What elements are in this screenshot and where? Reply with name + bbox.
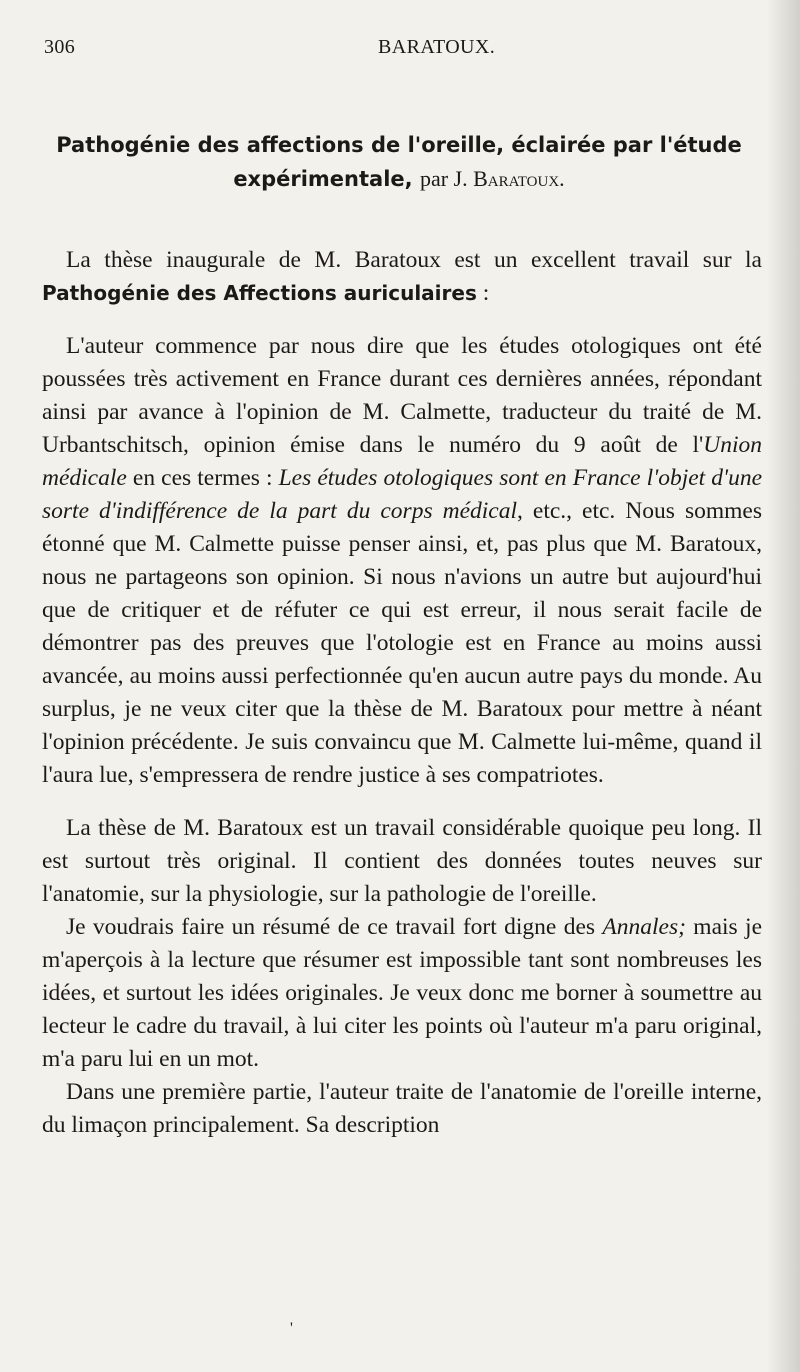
footer-mark: ' bbox=[290, 1320, 293, 1337]
paragraph-4 bbox=[42, 911, 762, 1076]
paragraph-1-colon: : bbox=[476, 280, 490, 306]
paragraph-3: La thèse de M. Baratoux est un travail considérable quoique peu long. Il est surtout très original. Il contient des données toutes neuves sur l'anatomie, sur la physiologie, sur la pathologie de l'oreille. bbox=[42, 815, 762, 907]
paragraph-4-text-b: mais je m'aperçois à la lecture que résumer est impossible tant sont nombreuses les idées, et surtout les idées originales. Je veux donc me borner à soumettre au lecteur le cadre du travail, à lui citer les points où l'auteur m'a paru original, m'a paru lui en un mot. bbox=[42, 914, 762, 1072]
paragraph-4-italic: Annales; bbox=[602, 914, 686, 940]
byline bbox=[420, 166, 565, 191]
article-body bbox=[42, 244, 762, 1142]
paragraph-4-text-a: Je voudrais faire un résumé de ce travail fort digne des bbox=[66, 914, 603, 940]
paragraph-2-italic-quote: Les études otologiques sont en France l'objet d'une sorte d'indifférence de la part du corps médical bbox=[42, 465, 763, 524]
running-head: BARATOUX. bbox=[378, 36, 496, 58]
paragraph-1-bold-title: Pathogénie des Affections auriculaires bbox=[42, 281, 477, 305]
page-header bbox=[44, 36, 756, 62]
title-line-1: Pathogénie des affections de l'oreille, éclairée par l'étude bbox=[56, 133, 742, 157]
paragraph-2-text-a: L'auteur commence par nous dire que les études otologiques ont été poussées très activement en France durant ces dernières années, répondant ainsi par avance à l'opinion de M. Calmette, traducteur du traité de M. Urbantschitsch, opinion émise dans le numéro du 9 août de l' bbox=[42, 333, 762, 458]
paragraph-2-italic-journal: Union médicale bbox=[42, 432, 762, 491]
paragraph-5: Dans une première partie, l'auteur traite de l'anatomie de l'oreille interne, du limaçon principalement. Sa description bbox=[42, 1079, 762, 1138]
paragraph-2-text-b: en ces termes : bbox=[126, 465, 279, 491]
paragraph-2-text-c: , etc., etc. Nous sommes étonné que M. Calmette puisse penser ainsi, et, pas plus que M. Baratoux, nous ne partageons son opinion. Si nous n'avions un autre but aujourd'hui que de critiquer et de réfuter ce qui est erreur, il nous serait facile de démontrer pas des preuves que l'otologie est en France au moins aussi avancée, au moins aussi perfectionnée qu'en aucun autre pays du monde. Au surplus, je ne veux citer que la thèse de M. Baratoux pour mettre à néant l'opinion précédente. Je suis convaincu que M. Calmette lui-même, quand il l'aura lue, s'empressera de rendre justice à ses compatriotes. bbox=[42, 498, 762, 788]
paragraph-1-text: La thèse inaugurale de M. Baratoux est un excellent travail sur la bbox=[66, 247, 762, 273]
paragraph-2 bbox=[42, 330, 762, 792]
title-line-2: expérimentale, bbox=[233, 167, 413, 191]
paragraph-1 bbox=[42, 244, 762, 310]
article-title bbox=[36, 128, 762, 196]
page-edge-shadow bbox=[766, 0, 800, 1372]
byline-author: Baratoux. bbox=[473, 166, 565, 191]
page-number: 306 bbox=[44, 36, 76, 58]
byline-prefix: par J. bbox=[419, 166, 468, 191]
